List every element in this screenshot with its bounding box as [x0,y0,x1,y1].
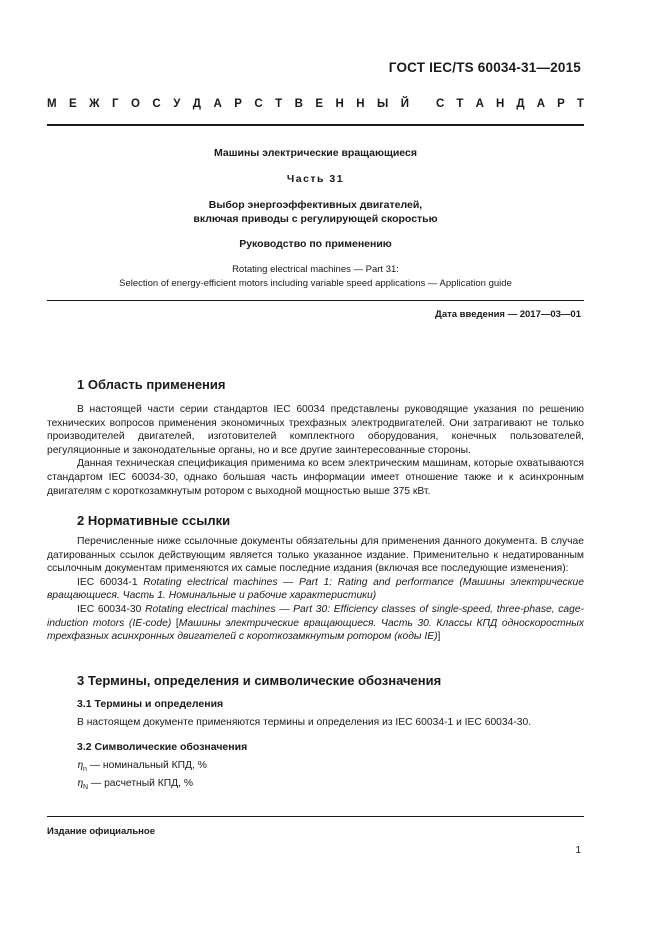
title-english1: Rotating electrical machines — Part 31: [232,264,399,275]
reference-1-title: Rotating electrical machines — Part 1: Rating and performance (Машины электрические вращающиеся. Часть 1. Номинальные и рабочие характеристики) [47,576,584,602]
interstate-word: М Е Ж Г О С У Д А Р С Т В Е Н Н Ы Й [47,98,409,110]
section3-2-heading: 3.2 Символические обозначения [77,741,248,753]
standard-word: С Т А Н Д А Р Т [436,98,584,110]
title-part: Часть 31 [286,173,345,185]
section3-1-heading: 3.1 Термины и определения [77,698,224,710]
reference-2: IEC 60034-30 Rotating electrical machines — Part 30: Efficiency classes of single-speed, three-phase, cage-induction motors (IE-code) [Машины электрические вращающиеся. Часть 30. Классы КПД односкоростных трехфазных асинхронных двигателей с короткозамкнутым ротором (коды IE)] [47,603,584,643]
section2-heading: 2 Нормативные ссылки [77,513,231,528]
section1-paragraph2: Данная техническая спецификация применима ко всем электрическим машинам, которые охватываются стандартом IEC 60034-30, однако большая часть информации имеет отношение также и к асинхронным двигателям с короткозамкнутым ротором с выходной мощностью выше 375 кВт. [47,458,584,497]
section1-body [47,403,584,498]
symbol-subscript: n [83,766,87,774]
symbol-row [77,759,207,777]
reference-1-code: IEC 60034-1 [77,576,138,588]
interstate-standard-banner [47,98,584,110]
header-rule [47,124,584,126]
footer-rule [47,816,584,817]
symbol-row [77,777,207,795]
symbol-subscript: N [83,784,89,792]
reference-1 [47,576,584,603]
page-number: 1 [575,845,581,856]
title-rule [47,300,584,301]
title-english2: Selection of energy-efficient motors including variable speed applications — Application guide [119,278,512,289]
symbol-description: — номинальный КПД, % [86,760,207,771]
section3-1-text: В настоящем документе применяются термины и определения из IEC 60034-1 и IEC 60034-30. [77,717,532,728]
section1-heading: 1 Область применения [77,377,226,392]
title-guide: Руководство по применению [239,238,392,250]
title-subtitle2: включая приводы с регулирующей скоростью [193,213,438,225]
section1-paragraph1: В настоящей части серии стандартов IEC 60034 представлены руководящие указания по решению технических вопросов применения экономичных трехфазных электродвигателей. Они затрагивают не только производителей двигателей, изготовителей комплектного оборудования, конечных пользователей, регуляционные и законодательные органы, но и все другие заинтересованные стороны. [47,404,584,456]
section2-body [47,535,584,644]
reference-2-russian: Машины электрические вращающиеся. Часть 30. Классы КПД односкоростных трехфазных асинхронных двигателей с короткозамкнутым ротором (коды IE) [47,617,584,643]
title-subtitle1: Выбор энергоэффективных двигателей, [208,199,423,211]
section3-heading: 3 Термины, определения и символические обозначения [77,673,442,688]
symbol-eta: η [77,760,83,771]
symbols-list [77,759,207,795]
symbol-description: — расчетный КПД, % [88,778,193,790]
section2-paragraph1: Перечисленные ниже ссылочные документы обязательны для применения данного документа. В случае датированных ссылок действующим является только указанное издание. Применительно к недатированным ссылочным документам применяются их самые последние издания (включая все последующие изменения): [47,536,584,575]
official-edition-label: Издание официальное [47,826,155,837]
symbol-eta: η [77,778,83,790]
reference-2-title: Rotating electrical machines — Part 30: Efficiency classes of single-speed, three-phase, cage-induction motors (IE-code) [47,603,584,629]
introduction-date: Дата введения — 2017—03—01 [435,309,581,320]
title-line1: Машины электрические вращающиеся [214,147,417,159]
document-code: ГОСТ IEC/TS 60034-31—2015 [388,60,581,75]
reference-2-code: IEC 60034-30 [77,603,142,615]
